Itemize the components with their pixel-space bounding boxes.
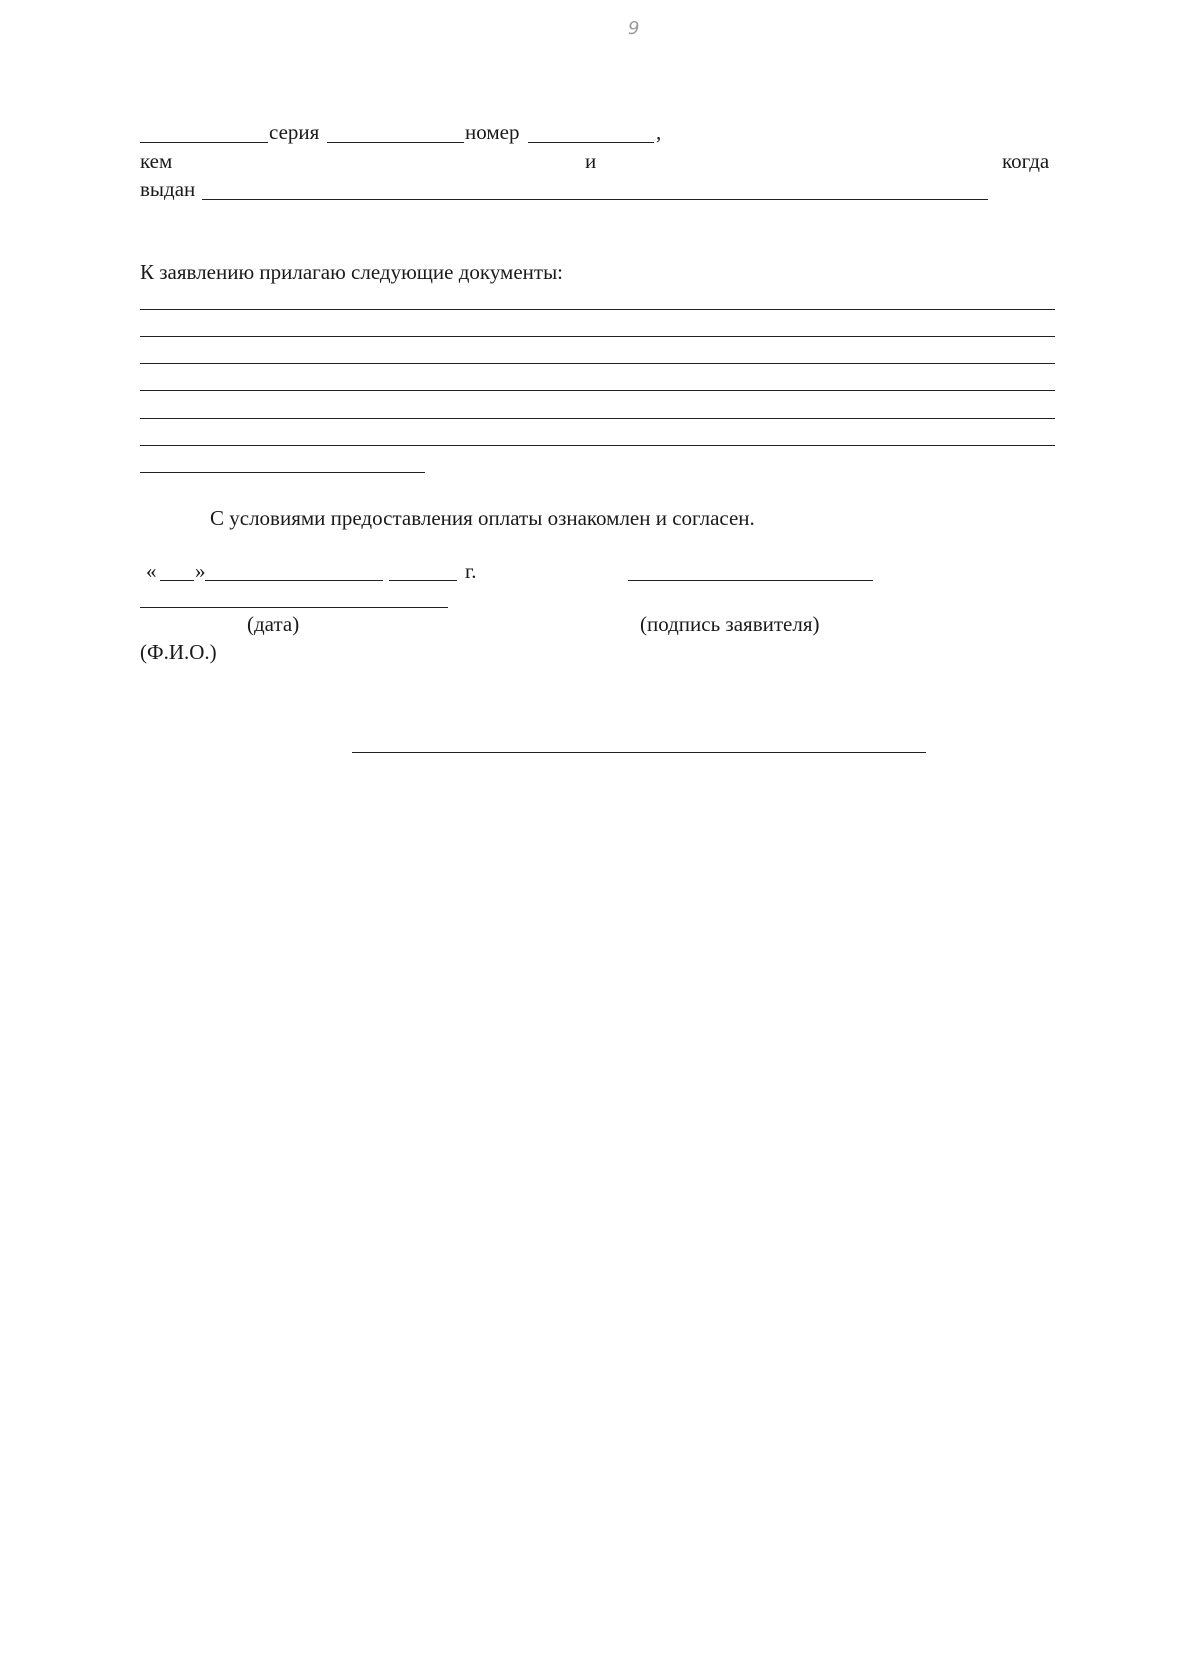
- name-blank[interactable]: [140, 607, 448, 608]
- issued-word: выдан: [140, 177, 196, 201]
- series-label: серия: [269, 120, 320, 144]
- month-blank[interactable]: [205, 580, 383, 581]
- series-blank[interactable]: [327, 142, 464, 143]
- documents-line[interactable]: [140, 472, 425, 473]
- documents-line[interactable]: [140, 390, 1055, 391]
- when-word: когда: [1002, 149, 1050, 173]
- documents-line[interactable]: [140, 445, 1055, 446]
- day-blank[interactable]: [160, 580, 194, 581]
- documents-line[interactable]: [140, 363, 1055, 364]
- year-suffix: г.: [465, 559, 477, 583]
- signature-caption: (подпись заявителя): [640, 612, 820, 636]
- year-blank[interactable]: [389, 580, 457, 581]
- doc-type-blank[interactable]: [140, 142, 268, 143]
- quote-close: »: [195, 559, 206, 583]
- page-number: 9: [628, 18, 640, 39]
- date-caption: (дата): [247, 612, 300, 636]
- number-blank[interactable]: [528, 142, 654, 143]
- issued-blank[interactable]: [202, 199, 988, 200]
- documents-line[interactable]: [140, 309, 1055, 310]
- issued-by-word: кем: [140, 149, 173, 173]
- passport-comma: ,: [656, 120, 662, 144]
- name-caption: (Ф.И.О.): [140, 640, 217, 664]
- closing-separator: [352, 752, 926, 753]
- documents-line[interactable]: [140, 336, 1055, 337]
- documents-line[interactable]: [140, 418, 1055, 419]
- quote-open: «: [146, 559, 157, 583]
- signature-blank[interactable]: [628, 580, 873, 581]
- documents-heading: К заявлению прилагаю следующие документы:: [140, 260, 564, 284]
- and-word: и: [585, 149, 597, 173]
- number-label: номер: [465, 120, 520, 144]
- agreement-text: С условиями предоставления оплаты ознакомлен и согласен.: [210, 506, 755, 530]
